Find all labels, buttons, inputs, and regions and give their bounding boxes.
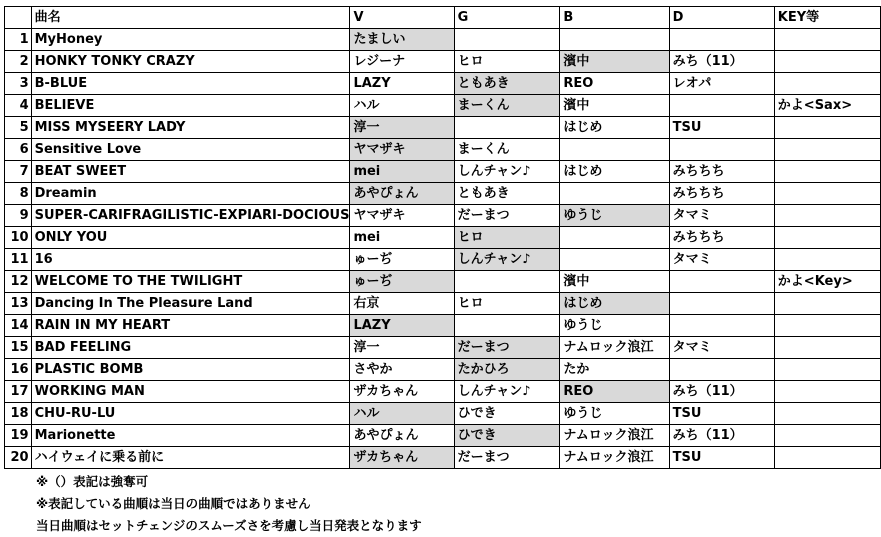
key-cell [774,227,880,249]
bass-cell [560,183,669,205]
guitar-cell: ヒロ [454,51,560,73]
vocal-cell: 右京 [350,293,454,315]
guitar-cell: しんチャン♪ [454,249,560,271]
drums-cell: みち（11） [669,425,774,447]
guitar-cell: ヒロ [454,293,560,315]
bass-cell: はじめ [560,161,669,183]
header-drums: D [669,7,774,29]
guitar-cell: だーまつ [454,205,560,227]
drums-cell: みちちち [669,161,774,183]
guitar-cell [454,29,560,51]
table-row [5,293,881,315]
song-title: CHU-RU-LU [31,403,350,425]
drums-cell [669,271,774,293]
header-title: 曲名 [31,7,350,29]
drums-cell [669,293,774,315]
song-title: Dreamin [31,183,350,205]
vocal-cell: ゅーぢ [350,249,454,271]
song-title: Dancing In The Pleasure Land [31,293,350,315]
notes-section [36,471,422,537]
table-row [5,271,881,293]
song-title: BELIEVE [31,95,350,117]
key-cell: かよ<Key> [774,271,880,293]
table-row [5,29,881,51]
song-title: ハイウェイに乗る前に [31,447,350,469]
key-cell [774,293,880,315]
vocal-cell: あやぴょん [350,183,454,205]
vocal-cell: ザカちゃん [350,381,454,403]
guitar-cell: ともあき [454,183,560,205]
bass-cell: ゆうじ [560,403,669,425]
row-number: 2 [5,51,32,73]
table-row [5,95,881,117]
key-cell [774,205,880,227]
drums-cell: みちちち [669,227,774,249]
bass-cell: はじめ [560,293,669,315]
vocal-cell: ハル [350,95,454,117]
key-cell [774,359,880,381]
table-row [5,359,881,381]
drums-cell: レオパ [669,73,774,95]
row-number: 10 [5,227,32,249]
bass-cell: ナムロック浪江 [560,425,669,447]
bass-cell [560,249,669,271]
row-number: 20 [5,447,32,469]
table-row [5,73,881,95]
row-number: 4 [5,95,32,117]
drums-cell [669,29,774,51]
bass-cell [560,227,669,249]
vocal-cell: ヤマザキ [350,205,454,227]
row-number: 1 [5,29,32,51]
table-row [5,139,881,161]
row-number: 11 [5,249,32,271]
drums-cell: TSU [669,117,774,139]
key-cell [774,183,880,205]
row-number: 17 [5,381,32,403]
vocal-cell: ゅーぢ [350,271,454,293]
vocal-cell: ハル [350,403,454,425]
bass-cell: REO [560,381,669,403]
vocal-cell: 淳一 [350,337,454,359]
key-cell [774,381,880,403]
song-title: BEAT SWEET [31,161,350,183]
key-cell [774,315,880,337]
song-title: B-BLUE [31,73,350,95]
table-row [5,381,881,403]
drums-cell: タマミ [669,205,774,227]
vocal-cell: LAZY [350,73,454,95]
bass-cell: ゆうじ [560,205,669,227]
row-number: 16 [5,359,32,381]
bass-cell: ゆうじ [560,315,669,337]
table-row [5,161,881,183]
guitar-cell: ともあき [454,73,560,95]
drums-cell [669,95,774,117]
song-title: BAD FEELING [31,337,350,359]
drums-cell: TSU [669,447,774,469]
bass-cell: 濱中 [560,51,669,73]
bass-cell [560,29,669,51]
table-row [5,447,881,469]
row-number: 13 [5,293,32,315]
vocal-cell: あやぴょん [350,425,454,447]
key-cell [774,117,880,139]
song-title: PLASTIC BOMB [31,359,350,381]
guitar-cell: だーまつ [454,337,560,359]
guitar-cell: まーくん [454,139,560,161]
key-cell [774,29,880,51]
header-corner [5,7,32,29]
row-number: 12 [5,271,32,293]
key-cell [774,447,880,469]
header-vocal: V [350,7,454,29]
vocal-cell: 淳一 [350,117,454,139]
song-title: WELCOME TO THE TWILIGHT [31,271,350,293]
bass-cell: ナムロック浪江 [560,337,669,359]
key-cell [774,73,880,95]
table-row [5,227,881,249]
row-number: 7 [5,161,32,183]
song-title: Marionette [31,425,350,447]
table-row [5,425,881,447]
song-title: RAIN IN MY HEART [31,315,350,337]
drums-cell [669,139,774,161]
row-number: 15 [5,337,32,359]
note-steal-ok: ※（）表記は強奪可 [36,474,149,489]
key-cell: かよ<Sax> [774,95,880,117]
key-cell [774,425,880,447]
song-title: MyHoney [31,29,350,51]
note-order-announcement: 当日曲順はセットチェンジのスムーズさを考慮し当日発表となります [36,518,422,533]
guitar-cell: しんチャン♪ [454,161,560,183]
bass-cell: 濱中 [560,271,669,293]
row-number: 5 [5,117,32,139]
drums-cell: みち（11） [669,51,774,73]
guitar-cell: たかひろ [454,359,560,381]
row-number: 9 [5,205,32,227]
table-row [5,117,881,139]
bass-cell: ナムロック浪江 [560,447,669,469]
guitar-cell: ヒロ [454,227,560,249]
drums-cell: タマミ [669,249,774,271]
vocal-cell: ザカちゃん [350,447,454,469]
drums-cell [669,359,774,381]
guitar-cell: だーまつ [454,447,560,469]
table-row [5,315,881,337]
drums-cell [669,315,774,337]
guitar-cell: まーくん [454,95,560,117]
row-number: 3 [5,73,32,95]
song-title: WORKING MAN [31,381,350,403]
header-guitar: G [454,7,560,29]
table-row [5,51,881,73]
drums-cell: タマミ [669,337,774,359]
row-number: 8 [5,183,32,205]
drums-cell: みちちち [669,183,774,205]
song-title: Sensitive Love [31,139,350,161]
vocal-cell: mei [350,161,454,183]
song-title: ONLY YOU [31,227,350,249]
table-row [5,403,881,425]
vocal-cell: mei [350,227,454,249]
vocal-cell: レジーナ [350,51,454,73]
bass-cell [560,139,669,161]
guitar-cell: しんチャン♪ [454,381,560,403]
song-title: MISS MYSEERY LADY [31,117,350,139]
header-key: KEY等 [774,7,880,29]
vocal-cell: さやか [350,359,454,381]
bass-cell: はじめ [560,117,669,139]
setlist-table [4,6,881,469]
song-title: SUPER-CARIFRAGILISTIC-EXPIARI-DOCIOUS [31,205,350,227]
guitar-cell [454,315,560,337]
key-cell [774,51,880,73]
vocal-cell: LAZY [350,315,454,337]
setlist-body [5,7,881,469]
table-row [5,337,881,359]
table-row [5,249,881,271]
bass-cell: 濱中 [560,95,669,117]
key-cell [774,161,880,183]
key-cell [774,337,880,359]
row-number: 6 [5,139,32,161]
bass-cell: REO [560,73,669,95]
song-title: HONKY TONKY CRAZY [31,51,350,73]
guitar-cell: ひでき [454,425,560,447]
guitar-cell: ひでき [454,403,560,425]
header-row [5,7,881,29]
header-bass: B [560,7,669,29]
key-cell [774,249,880,271]
key-cell [774,403,880,425]
note-order-disclaimer: ※表記している曲順は当日の曲順ではありません [36,496,311,511]
key-cell [774,139,880,161]
drums-cell: TSU [669,403,774,425]
vocal-cell: ヤマザキ [350,139,454,161]
row-number: 19 [5,425,32,447]
guitar-cell [454,117,560,139]
drums-cell: みち（11） [669,381,774,403]
guitar-cell [454,271,560,293]
table-row [5,205,881,227]
row-number: 18 [5,403,32,425]
bass-cell: たか [560,359,669,381]
vocal-cell: たましい [350,29,454,51]
song-title: 16 [31,249,350,271]
row-number: 14 [5,315,32,337]
table-row [5,183,881,205]
